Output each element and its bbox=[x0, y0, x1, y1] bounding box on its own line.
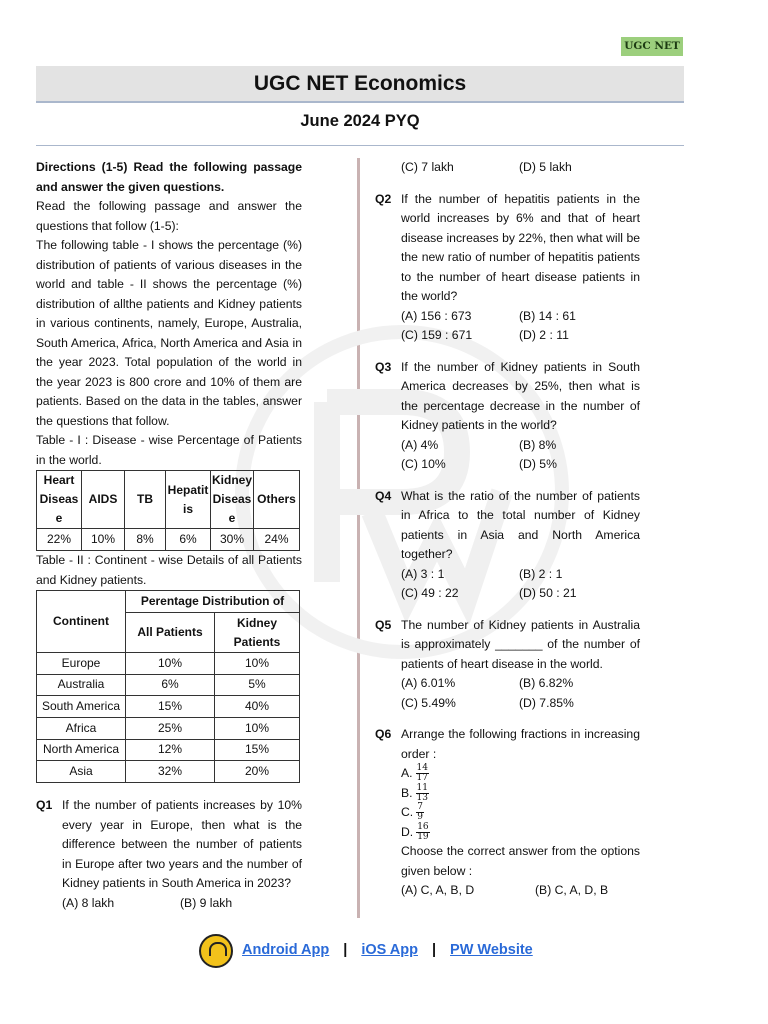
question-text: The number of Kidney patients in Australia is approximately _______ of the number of patients of heart disease in the world. bbox=[401, 617, 640, 671]
table1-cell: 10% bbox=[82, 529, 125, 551]
table2-cell: 32% bbox=[126, 761, 215, 783]
table-row bbox=[37, 739, 300, 761]
table2-cell: 6% bbox=[126, 674, 215, 696]
option-d: (D) 5 lakh bbox=[519, 160, 572, 174]
table2-cell: 10% bbox=[215, 653, 300, 675]
fraction-label: C. bbox=[401, 805, 414, 819]
disease-table bbox=[36, 470, 300, 551]
option-d: (D) 2 : 11 bbox=[519, 328, 569, 342]
fraction bbox=[416, 784, 429, 803]
fraction-denominator: 9 bbox=[417, 812, 423, 823]
footer-links bbox=[242, 942, 533, 958]
option-a: (A) 8 lakh bbox=[62, 895, 115, 910]
table2-cell: 40% bbox=[215, 696, 300, 718]
table2-header-all: All Patients bbox=[126, 613, 215, 653]
table2-cell: 10% bbox=[215, 718, 300, 740]
question-number: Q4 bbox=[375, 488, 392, 503]
table1-cell: 24% bbox=[254, 529, 300, 551]
fraction-numerator: 14 bbox=[416, 763, 428, 774]
fraction-item bbox=[401, 784, 640, 804]
table-row bbox=[37, 653, 300, 675]
option-d: (D) 5% bbox=[519, 457, 557, 471]
question-text: Arrange the following fractions in increasing order : bbox=[401, 727, 640, 761]
customer-service-icon[interactable] bbox=[199, 934, 233, 968]
table1-cell: 30% bbox=[211, 529, 254, 551]
option-a: (A) 6.01% bbox=[401, 676, 456, 690]
fraction-numerator: 7 bbox=[417, 802, 423, 813]
table1-header: TB bbox=[125, 471, 166, 529]
table2-cell: 15% bbox=[126, 696, 215, 718]
question-4 bbox=[375, 487, 640, 604]
table1-caption: Table - I : Disease - wise Percentage of Patients in the world. bbox=[36, 433, 302, 467]
fraction-denominator: 13 bbox=[416, 792, 428, 803]
page-subtitle: June 2024 PYQ bbox=[300, 112, 420, 130]
option-a: (A) 3 : 1 bbox=[401, 566, 445, 581]
exam-badge: UGC NET bbox=[621, 37, 683, 56]
table2-cell: South America bbox=[37, 696, 126, 718]
option-b: (B) 14 : 61 bbox=[519, 308, 576, 323]
table2-header-group: Perentage Distribution of bbox=[126, 591, 300, 613]
option-a: (A) 156 : 673 bbox=[401, 308, 472, 323]
fraction-denominator: 17 bbox=[416, 773, 428, 784]
question-6 bbox=[375, 725, 640, 901]
fraction bbox=[416, 803, 424, 822]
fraction-numerator: 16 bbox=[417, 821, 429, 832]
fraction bbox=[416, 823, 429, 842]
table2-cell: 20% bbox=[215, 761, 300, 783]
option-b: (B) 6.82% bbox=[519, 676, 574, 690]
question-3 bbox=[375, 358, 640, 475]
option-a: (A) C, A, B, D bbox=[401, 883, 475, 897]
table1-cell: 22% bbox=[37, 529, 82, 551]
question-number: Q3 bbox=[375, 359, 392, 374]
table2-header-kidney: Kidney Patients bbox=[215, 613, 300, 653]
table1-header: Hepatit is bbox=[166, 471, 211, 529]
directions-body: The following table - I shows the percentage (%) distribution of patients of various diseases in the world and table - II shows the percentage (%) distribution of allthe patients and Kidney patients in various continents, namely, Europe, Australia, South America, Africa, North America and Asia in the year 2023. Total population of the world in the year 2023 is 800 crore and 10% of them are patients. Based on the data in the tables, answer the questions that follow. bbox=[36, 238, 302, 428]
table2-caption: Table - II : Continent - wise Details of all Patients and Kidney patients. bbox=[36, 553, 302, 587]
question-2 bbox=[375, 190, 640, 346]
continent-table bbox=[36, 590, 300, 783]
table2-header-continent: Continent bbox=[37, 591, 126, 653]
fraction-item bbox=[401, 803, 640, 823]
question-instruction: Choose the correct answer from the options given below : bbox=[401, 844, 640, 878]
table-row bbox=[37, 674, 300, 696]
table1-header: AIDS bbox=[82, 471, 125, 529]
link-separator: | bbox=[343, 942, 348, 958]
question-text: If the number of hepatitis patients in the world increases by 6% and that of heart disease increases by 22%, then what will be the new ratio of number of hepatitis patients to the number of heart disease patients in the world? bbox=[401, 191, 640, 303]
option-a: (A) 4% bbox=[401, 437, 439, 452]
fraction-numerator: 11 bbox=[416, 782, 428, 793]
question-5 bbox=[375, 616, 640, 714]
right-column bbox=[375, 158, 640, 913]
option-c: (C) 5.49% bbox=[401, 695, 456, 710]
option-d: (D) 50 : 21 bbox=[519, 586, 577, 600]
fraction-label: D. bbox=[401, 824, 414, 839]
table2-cell: Europe bbox=[37, 653, 126, 675]
question-text: If the number of Kidney patients in South America decreases by 25%, then what is the percentage decrease in the number of Kidney patients in the world? bbox=[401, 359, 640, 432]
table1-header: Kidney Diseas e bbox=[211, 471, 254, 529]
option-b: (B) C, A, D, B bbox=[535, 883, 609, 897]
footer bbox=[0, 934, 768, 970]
fraction-label: B. bbox=[401, 785, 413, 800]
ios-app-link[interactable]: iOS App bbox=[361, 942, 418, 958]
question-number: Q6 bbox=[375, 727, 392, 741]
question-number: Q1 bbox=[36, 798, 53, 813]
header-divider bbox=[36, 145, 684, 146]
table2-cell: 15% bbox=[215, 739, 300, 761]
fraction-item bbox=[401, 823, 640, 843]
fraction-denominator: 19 bbox=[417, 831, 429, 842]
table-row bbox=[37, 718, 300, 740]
table1-cell: 8% bbox=[125, 529, 166, 551]
table-row bbox=[37, 696, 300, 718]
question-1-continued bbox=[375, 158, 640, 178]
option-c: (C) 159 : 671 bbox=[401, 328, 473, 342]
table-row bbox=[37, 761, 300, 783]
option-b: (B) 8% bbox=[519, 437, 557, 452]
option-b: (B) 2 : 1 bbox=[519, 566, 563, 581]
left-column bbox=[36, 158, 302, 913]
table2-cell: Australia bbox=[37, 674, 126, 696]
question-text: What is the ratio of the number of patients in Africa to the total number of Kidney patients in Asia and North America together? bbox=[401, 488, 640, 561]
table1-header: Heart Diseas e bbox=[37, 471, 82, 529]
option-d: (D) 7.85% bbox=[519, 695, 574, 710]
pw-website-link[interactable]: PW Website bbox=[450, 942, 533, 958]
option-b: (B) 9 lakh bbox=[180, 895, 233, 910]
option-c: (C) 49 : 22 bbox=[401, 586, 459, 600]
table1-header: Others bbox=[254, 471, 300, 529]
fraction-item bbox=[401, 764, 640, 784]
android-app-link[interactable]: Android App bbox=[242, 942, 330, 958]
directions-heading: Directions (1-5) Read the following passage and answer the given questions. bbox=[36, 160, 302, 194]
table2-cell: 12% bbox=[126, 739, 215, 761]
option-c: (C) 7 lakh bbox=[401, 160, 454, 174]
directions-intro: Read the following passage and answer the questions that follow (1-5): bbox=[36, 199, 302, 233]
table2-cell: 25% bbox=[126, 718, 215, 740]
title-band bbox=[36, 66, 684, 103]
option-c: (C) 10% bbox=[401, 457, 446, 471]
link-separator: | bbox=[431, 942, 437, 958]
fraction bbox=[416, 764, 429, 783]
table2-cell: 10% bbox=[126, 653, 215, 675]
table2-cell: Asia bbox=[37, 761, 126, 783]
table1-cell: 6% bbox=[166, 529, 211, 551]
table2-cell: North America bbox=[37, 739, 126, 761]
fraction-label: A. bbox=[401, 766, 413, 780]
question-1 bbox=[36, 796, 302, 913]
table2-cell: 5% bbox=[215, 674, 300, 696]
table2-cell: Africa bbox=[37, 718, 126, 740]
page-title: UGC NET Economics bbox=[253, 72, 467, 95]
question-number: Q2 bbox=[375, 191, 392, 206]
question-number: Q5 bbox=[375, 617, 392, 632]
question-text: If the number of patients increases by 10% every year in Europe, then what is the difference between the number of patients in Europe after two years and the number of Kidney patients in South America in 2023? bbox=[62, 798, 302, 891]
column-divider bbox=[357, 158, 360, 918]
